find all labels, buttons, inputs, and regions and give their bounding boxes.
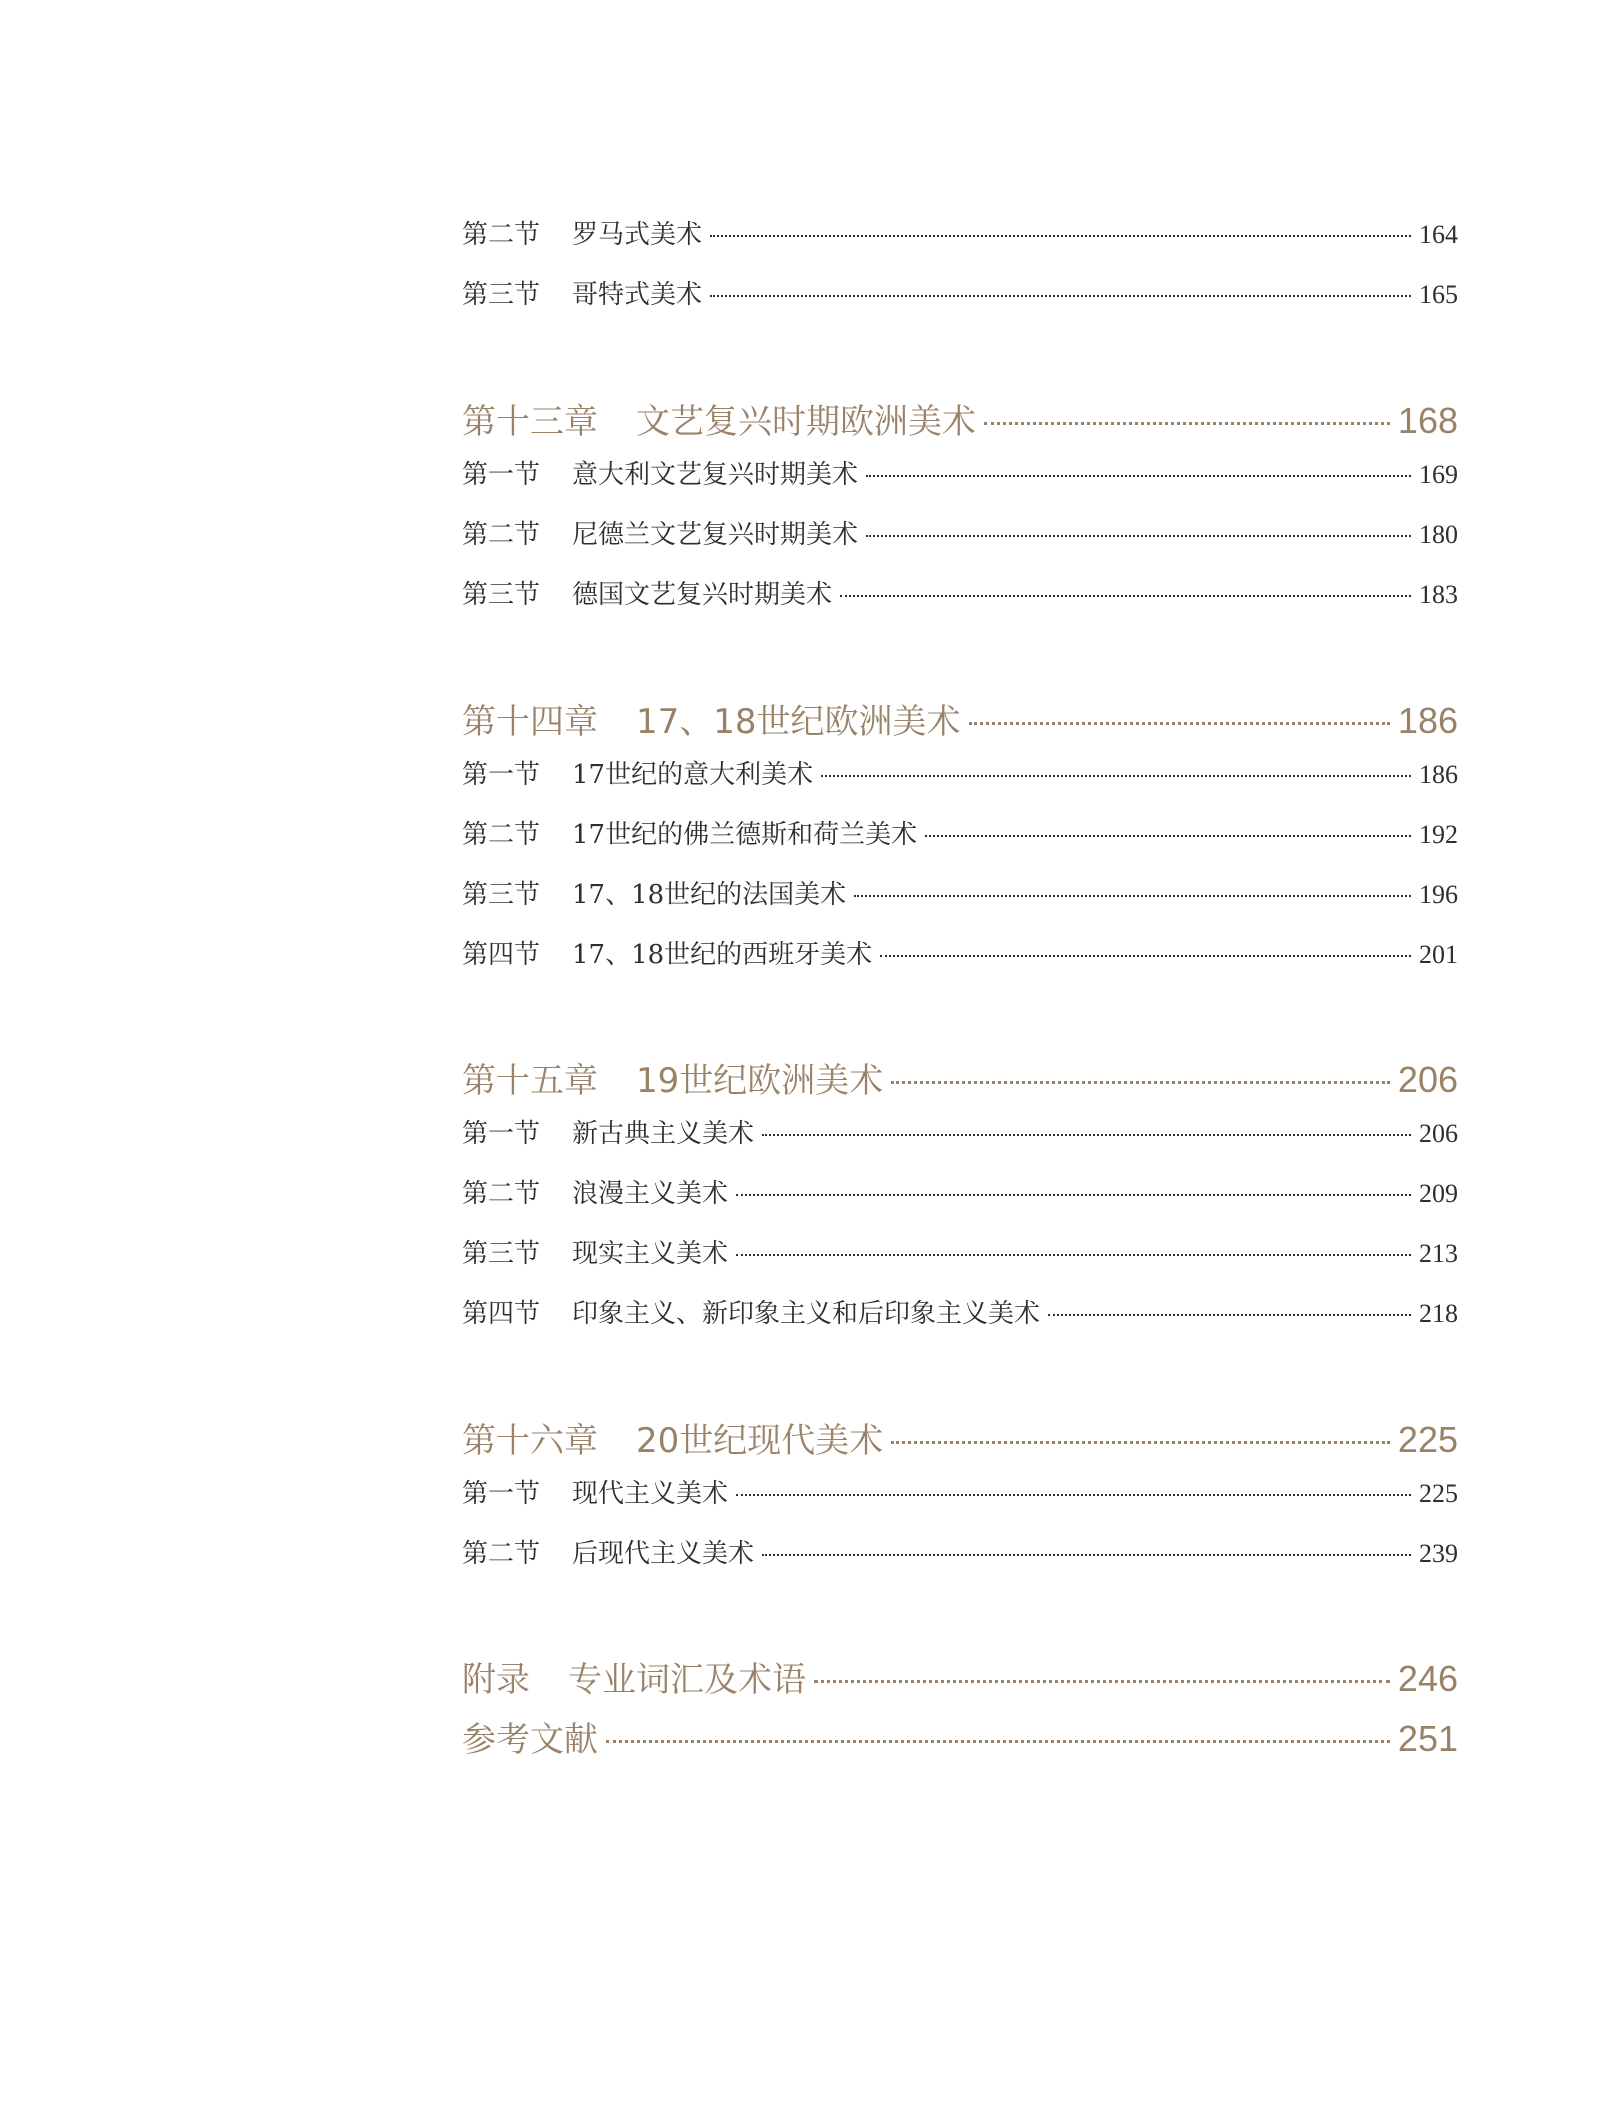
appendix-label: 附录	[462, 1660, 530, 1700]
chapter-number: 第十四章	[462, 702, 598, 742]
page-number: 213	[1419, 1239, 1458, 1268]
section-title: 尼德兰文艺复兴时期美术	[572, 520, 859, 550]
chapter-number: 第十三章	[462, 402, 598, 442]
dot-leader	[710, 235, 1411, 237]
section-number: 第一节	[462, 1479, 541, 1509]
toc-section-row[interactable]	[462, 454, 1458, 491]
section-number: 第二节	[462, 820, 541, 850]
page-number: 218	[1419, 1299, 1458, 1328]
page-number: 186	[1419, 760, 1458, 789]
toc-chapter-row[interactable]	[462, 1053, 1458, 1102]
section-number: 第四节	[462, 1299, 541, 1329]
dot-leader	[762, 1554, 1411, 1556]
section-number: 第三节	[462, 880, 541, 910]
section-number: 第二节	[462, 520, 541, 550]
section-title: 现实主义美术	[572, 1239, 729, 1269]
chapter-number: 第十六章	[462, 1421, 598, 1461]
toc-section-row[interactable]	[462, 754, 1458, 791]
page-number: 192	[1419, 820, 1458, 849]
section-number: 第二节	[462, 1179, 541, 1209]
page-number: 165	[1419, 280, 1458, 309]
page-number: 168	[1397, 400, 1458, 441]
dot-leader	[866, 535, 1411, 537]
section-title: 后现代主义美术	[572, 1539, 755, 1569]
dot-leader	[821, 775, 1411, 777]
dot-leader	[984, 422, 1390, 425]
chapter-title: 17、18世纪欧洲美术	[636, 702, 961, 742]
toc-section-row[interactable]	[462, 1293, 1458, 1330]
section-number: 第一节	[462, 1119, 541, 1149]
toc-section-row[interactable]	[462, 934, 1458, 971]
section-title: 意大利文艺复兴时期美术	[572, 460, 859, 490]
section-number: 第一节	[462, 460, 541, 490]
section-title: 哥特式美术	[572, 280, 703, 310]
dot-leader	[866, 475, 1411, 477]
dot-leader	[1048, 1314, 1411, 1316]
page-number: 225	[1397, 1419, 1458, 1460]
dot-leader	[736, 1494, 1411, 1496]
toc-section-row[interactable]	[462, 574, 1458, 611]
section-title: 17世纪的佛兰德斯和荷兰美术	[572, 820, 918, 850]
dot-leader	[854, 895, 1411, 897]
section-title: 现代主义美术	[572, 1479, 729, 1509]
toc-section-row[interactable]	[462, 514, 1458, 551]
dot-leader	[736, 1194, 1411, 1196]
toc-section-row[interactable]	[462, 1533, 1458, 1570]
section-title: 浪漫主义美术	[572, 1179, 729, 1209]
toc-section-row[interactable]	[462, 874, 1458, 911]
dot-leader	[606, 1740, 1390, 1743]
toc-section-row[interactable]	[462, 214, 1458, 251]
dot-leader	[891, 1441, 1390, 1444]
references-title: 参考文献	[462, 1720, 598, 1760]
chapter-title: 文艺复兴时期欧洲美术	[636, 402, 976, 442]
toc-section-row[interactable]	[462, 1473, 1458, 1510]
dot-leader	[891, 1081, 1390, 1084]
section-number: 第三节	[462, 280, 541, 310]
section-title: 新古典主义美术	[572, 1119, 755, 1149]
dot-leader	[736, 1254, 1411, 1256]
toc-section-row[interactable]	[462, 814, 1458, 851]
section-title: 17、18世纪的法国美术	[572, 880, 847, 910]
section-number: 第三节	[462, 580, 541, 610]
toc-chapter-row[interactable]	[462, 394, 1458, 443]
toc-section-row[interactable]	[462, 274, 1458, 311]
dot-leader	[814, 1680, 1390, 1683]
toc-section-row[interactable]	[462, 1233, 1458, 1270]
page-number: 186	[1397, 700, 1458, 741]
page-number: 206	[1419, 1119, 1458, 1148]
toc-section-row[interactable]	[462, 1173, 1458, 1210]
section-title: 印象主义、新印象主义和后印象主义美术	[572, 1299, 1041, 1329]
section-number: 第三节	[462, 1239, 541, 1269]
section-number: 第四节	[462, 940, 541, 970]
section-number: 第一节	[462, 760, 541, 790]
dot-leader	[880, 955, 1411, 957]
page-number: 196	[1419, 880, 1458, 909]
chapter-title: 20世纪现代美术	[636, 1421, 884, 1461]
dot-leader	[762, 1134, 1411, 1136]
chapter-number: 第十五章	[462, 1061, 598, 1101]
page-number: 209	[1419, 1179, 1458, 1208]
section-title: 罗马式美术	[572, 220, 703, 250]
page-number: 225	[1419, 1479, 1458, 1508]
page-number: 251	[1397, 1718, 1458, 1759]
appendix-title: 专业词汇及术语	[568, 1660, 806, 1700]
section-number: 第二节	[462, 220, 541, 250]
toc-section-row[interactable]	[462, 1113, 1458, 1150]
page-number: 246	[1397, 1658, 1458, 1699]
page-number: 183	[1419, 580, 1458, 609]
dot-leader	[925, 835, 1411, 837]
chapter-title: 19世纪欧洲美术	[636, 1061, 884, 1101]
dot-leader	[969, 722, 1390, 725]
toc-references-row[interactable]	[462, 1712, 1458, 1761]
toc-chapter-row[interactable]	[462, 1413, 1458, 1462]
section-title: 17世纪的意大利美术	[572, 760, 814, 790]
page-number: 180	[1419, 520, 1458, 549]
page-number: 206	[1397, 1059, 1458, 1100]
section-title: 17、18世纪的西班牙美术	[572, 940, 873, 970]
page-number: 201	[1419, 940, 1458, 969]
section-number: 第二节	[462, 1539, 541, 1569]
page-number: 164	[1419, 220, 1458, 249]
dot-leader	[840, 595, 1411, 597]
dot-leader	[710, 295, 1411, 297]
section-title: 德国文艺复兴时期美术	[572, 580, 833, 610]
page-number: 169	[1419, 460, 1458, 489]
toc-chapter-row[interactable]	[462, 694, 1458, 743]
toc-appendix-row[interactable]	[462, 1652, 1458, 1701]
page-number: 239	[1419, 1539, 1458, 1568]
